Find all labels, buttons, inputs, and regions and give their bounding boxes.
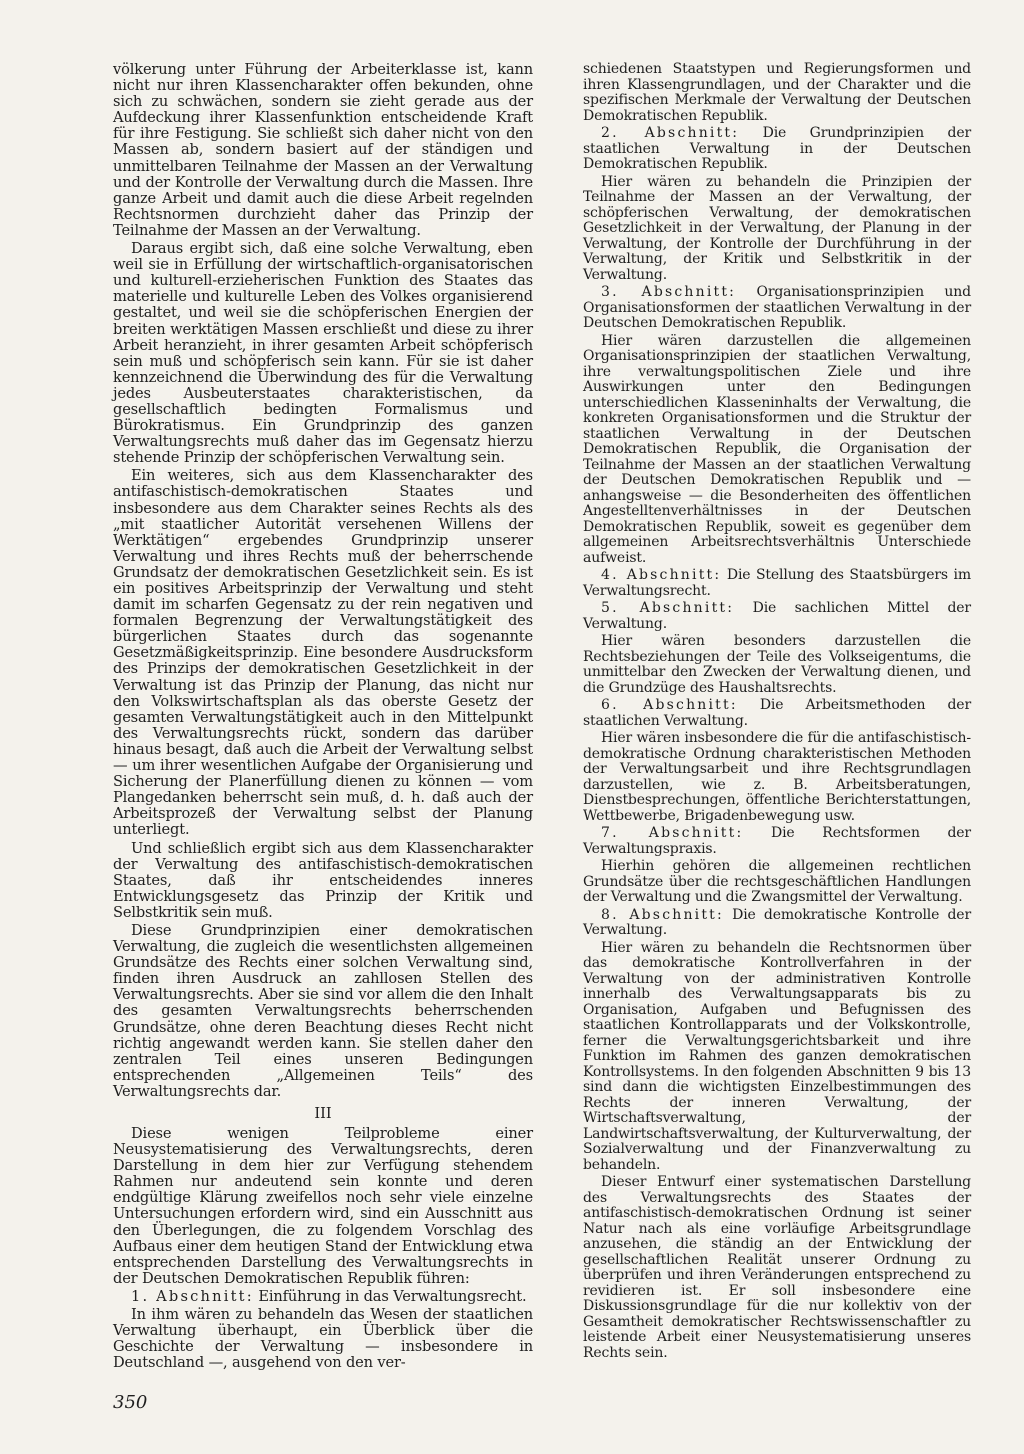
section-item — [113, 1289, 533, 1305]
section-label: 4. Abschnitt: — [601, 567, 722, 583]
paragraph: Hier wären insbesondere die für die antifaschistisch-demokratische Ordnung charakteristischen Methoden der Verwaltungsarbeit und ihre Rechtsgrundlagen darzustellen, wie z. B. Arbeitsberatungen, Dienstbesprechungen, öffentliche Berichterstattungen, Wettbewerbe, Brigadenbewegung usw. — [583, 730, 971, 824]
page-number: 350 — [113, 1392, 148, 1413]
paragraph: schiedenen Staatstypen und Regierungsformen und ihren Klassengrundlagen, und der Charakter und die spezifischen Merkmale der Verwaltung der Deutschen Demokratischen Republik. — [583, 61, 971, 124]
section-label: 3. Abschnitt: — [601, 284, 737, 300]
section-item — [583, 826, 971, 857]
section-label: 8. Abschnitt: — [601, 906, 724, 923]
paragraph: Dieser Entwurf einer systematischen Darstellung des Verwaltungsrechts des Staates der antifaschistisch-demokratischen Ordnung ist seiner Natur nach als eine vorläufige Arbeitsgrundlage anzusehen, die ständig an der Entwicklung der gesellschaftlichen Realität unserer Ordnung zu überprüfen und ihren Veränderungen entsprechend zu revidieren ist. Er soll insbesondere eine Diskussionsgrundlage für die nur kollektiv von der Gesamtheit demokratischer Rechtswissenschaftler zu leistende Arbeit einer Neusystematisierung unseres Rechts sein. — [583, 1174, 971, 1361]
paragraph: Diese Grundprinzipien einer demokratischen Verwaltung, die zugleich die wesentlichsten allgemeinen Grundsätze des Rechts einer solchen Verwaltung sind, finden ihren Ausdruck an zahllosen Stellen des Verwaltungsrechts. Aber sie sind vor allem die den Inhalt des gesamten Verwaltungsrechts beherrschenden Grundsätze, ohne deren Beachtung dieses Recht nicht richtig angewandt werden kann. Sie stellen daher den zentralen Teil eines unseren Bedingungen entsprechenden „Allgemeinen Teils“ des Verwaltungsrechts dar. — [113, 921, 533, 1100]
section-item — [583, 285, 971, 332]
section-item — [583, 126, 971, 173]
section-title: Die Arbeitsmethoden der staatlichen Verwaltung. — [583, 697, 971, 729]
section-title: Die Grundprinzipien der staatlichen Verwaltung in der Deutschen Demokratischen Republik. — [583, 125, 971, 172]
paragraph: Hier wären zu behandeln die Prinzipien der Teilnahme der Massen an der Verwaltung, der schöpferischen Verwaltung, der demokratischen Gesetzlichkeit in der Verwaltung, der Planung in der Verwaltung, der Kontrolle der Durchführung in der Verwaltung, der Kritik und Selbstkritik in der Verwaltung. — [583, 173, 971, 283]
right-column — [583, 62, 971, 1363]
paragraph: Diese wenigen Teilprobleme einer Neusystematisierung des Verwaltungsrechts, deren Darstellung in dem hier zur Verfügung stehendem Rahmen nur andeutend sein konnte und deren endgültige Klärung zweifellos noch sehr viele einzelne Untersuchungen erfordern wird, sind ein Ausschnitt aus den Überlegungen, die zu folgendem Vorschlag des Aufbaus einer dem heutigen Stand der Entwicklung etwa entsprechenden Darstellung des Verwaltungsrechts in der Deutschen Demokratischen Republik führen: — [113, 1125, 533, 1287]
paragraph: Hierhin gehören die allgemeinen rechtlichen Grundsätze über die rechtsgeschäftlichen Handlungen der Verwaltung und die Zwangsmittel der Verwaltung. — [583, 858, 971, 905]
section-title: Die sachlichen Mittel der Verwaltung. — [583, 600, 971, 632]
section-label: 5. Abschnitt: — [601, 600, 735, 616]
left-column — [113, 62, 533, 1373]
section-label: 7. Abschnitt: — [601, 825, 744, 841]
section-item — [583, 568, 971, 599]
paragraph: Daraus ergibt sich, daß eine solche Verwaltung, eben weil sie in Erfüllung der wirtschaftlich-organisatorischen und kulturell-erzieherischen Funktion des Staates das materielle und kulturelle Leben des Volkes organisierend gestaltet, und weil sie die schöpferischen Energien der breiten werktätigen Massen erschließt und diese zu ihrer Arbeit heranzieht, in ihrer gesamten Arbeit schöpferisch sein muß und schöpferisch sein kann. Für sie ist daher kennzeichnend die Überwindung des für die Verwaltung jedes Ausbeuterstaates charakteristischen, da gesellschaftlich bedingten Formalismus und Bürokratismus. Ein Grundprinzip des ganzen Verwaltungsrechts muß daher das im Gegensatz hierzu stehende Prinzip der schöpferischen Verwaltung sein. — [113, 240, 533, 467]
paragraph: Und schließlich ergibt sich aus dem Klassencharakter der Verwaltung des antifaschistisch-demokratischen Staates, daß ihr entscheidendes inneres Entwicklungsgesetz das Prinzip der Kritik und Selbstkritik sein muß. — [113, 839, 533, 921]
paragraph: Hier wären darzustellen die allgemeinen Organisationsprinzipien der staatlichen Verwaltung, ihre verwaltungspolitischen Ziele und ihre Auswirkungen unter den Bedingungen unterschiedlichen Klasseninhalts der Verwaltung, die konkreten Organisationsformen und die Struktur der staatlichen Verwaltung in der Deutschen Demokratischen Republik, die Organisation der Teilnahme der Massen an der staatlichen Verwaltung der Deutschen Demokratischen Republik und — anhangsweise — die Besonderheiten des öffentlichen Angestelltenverhältnisses in der Deutschen Demokratischen Republik, soweit es gegenüber dem allgemeinen Arbeitsrechtsverhältnis Unterschiede aufweist. — [583, 332, 971, 566]
section-title: Die Stellung des Staatsbürgers im Verwaltungsrecht. — [583, 567, 971, 599]
paragraph: völkerung unter Führung der Arbeiterklasse ist, kann nicht nur ihren Klassencharakter offen bekunden, ohne sich zu schwächen, sondern sie zieht gerade aus der Aufdeckung ihrer Klassenfunktion entscheidende Kraft für ihre Festigung. Sie schließt sich daher nicht von den Massen ab, sondern basiert auf der ständigen und unmittelbaren Teilnahme der Massen an der Verwaltung und der Kontrolle der Verwaltung durch die Massen. Ihre ganze Arbeit und damit auch die diese Arbeit regelnden Rechtsnormen durchzieht daher das Prinzip der Teilnahme der Massen an der Verwaltung. — [113, 61, 533, 239]
section-title: Organisationsprinzipien und Organisationsformen der staatlichen Verwaltung in der Deutschen Demokratischen Republik. — [583, 284, 971, 331]
section-title: Die demokratische Kontrolle der Verwaltung. — [583, 906, 971, 938]
section-label: 6. Abschnitt: — [601, 697, 738, 713]
section-title: Einführung in das Verwaltungsrecht. — [253, 1287, 527, 1305]
paragraph: Ein weiteres, sich aus dem Klassencharakter des antifaschistisch-demokratischen Staates und insbesondere aus dem Charakter seines Rechts als des „mit staatlicher Autorität versehenen Willens der Werktätigen“ ergebendes Grundprinzip unserer Verwaltung und ihres Rechts muß der beherrschende Grundsatz der demokratischen Gesetzlichkeit sein. Es ist ein positives Arbeitsprinzip der Verwaltung und steht damit im scharfen Gegensatz zu der rein negativen und formalen Begrenzung der Verwaltungstätigkeit des bürgerlichen Staates durch das sogenannte Gesetzmäßigkeitsprinzip. Eine besondere Ausdrucksform des Prinzips der demokratischen Gesetzlichkeit in der Verwaltung ist das Prinzip der Planung, das nicht nur den Volkswirtschaftsplan als das oberste Gesetz der gesamten Verwaltungstätigkeit auch in den Mittelpunkt des Verwaltungsrechts rückt, sondern das darüber hinaus besagt, daß auch die Arbeit der Verwaltung selbst — um ihrer wesentlichen Aufgabe der Organisierung und Sicherung der Planerfüllung dienen zu können — vom Plangedanken beherrscht sein muß, d. h. daß auch der Arbeitsprozeß der Verwaltung selbst der Planung unterliegt. — [113, 467, 533, 839]
section-title: Die Rechtsformen der Verwaltungspraxis. — [583, 825, 971, 857]
section-label: 2. Abschnitt: — [601, 125, 740, 141]
paragraph: Hier wären zu behandeln die Rechtsnormen über das demokratische Kontrollverfahren in der Verwaltung von der administrativen Kontrolle innerhalb des Verwaltungsapparats bis zu Organisation, Aufgaben und Befugnissen des staatlichen Kontrollapparats und der Volkskontrolle, ferner die Verwaltungsgerichtsbarkeit und ihre Funktion im Rahmen des ganzen demokratischen Kontrollsystems. In den folgenden Abschnitten 9 bis 13 sind dann die wichtigsten Einzelbestimmungen des Rechts der inneren Verwaltung, der Wirtschaftsverwaltung, der Landwirtschaftsverwaltung, der Kulturverwaltung, der Sozialverwaltung und der Finanzverwaltung zu behandeln. — [583, 939, 971, 1173]
paragraph: Hier wären besonders darzustellen die Rechtsbeziehungen der Teile des Volkseigentums, die unmittelbar den Zwecken der Verwaltung dienen, und die Grundzüge des Haushaltsrechts. — [583, 633, 971, 696]
section-label: 1. Abschnitt: — [131, 1287, 254, 1305]
section-item — [583, 601, 971, 632]
section-heading: III — [314, 1105, 332, 1122]
paragraph: In ihm wären zu behandeln das Wesen der staatlichen Verwaltung überhaupt, ein Überblick über die Geschichte der Verwaltung — insbesondere in Deutschland —, ausgehend von den ver- — [113, 1306, 533, 1372]
section-item — [583, 908, 971, 939]
section-item — [583, 698, 971, 729]
